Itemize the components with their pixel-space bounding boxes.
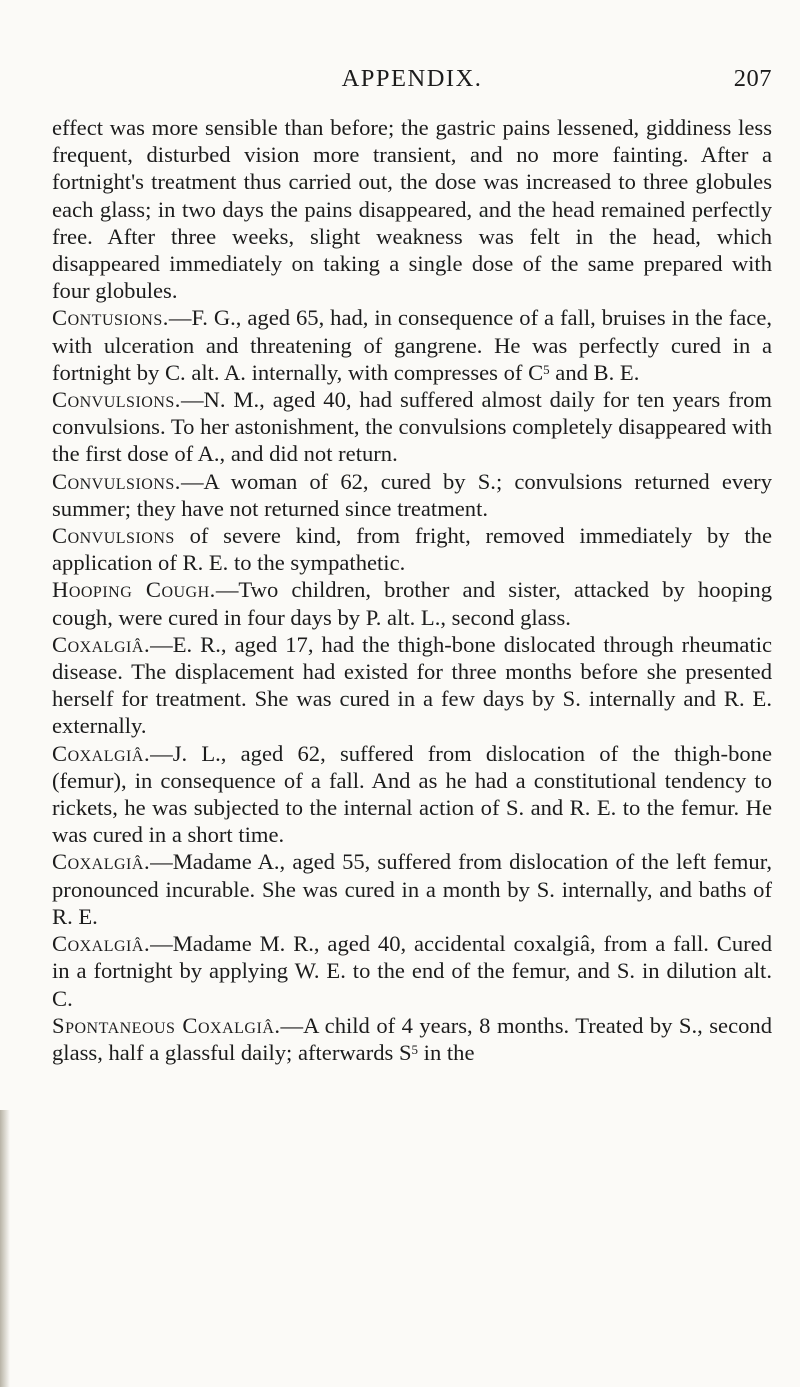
paragraph-text: —J. L., aged 62, suffered from dislocation of the thigh-bone (femur), in consequence of a fall. And as he had a constitutional tendency to rickets, he was subjected to the internal action of S. and R. E. to the femur. He was cured in a short time. (52, 740, 772, 848)
entry-heading: Coxalgiâ. (52, 740, 151, 766)
paragraph-contusions (52, 304, 772, 386)
paragraph-text: —F. G., aged 65, had, in consequence of a fall, bruises in the face, with ulceration and threatening of gangrene. He was perfectly cured in a fortnight by C. alt. A. internally, with compresses of C (52, 305, 772, 385)
paragraph-text-tail: in the (418, 1039, 475, 1065)
running-head: APPENDIX. (341, 65, 483, 92)
paragraph-text: —Madame M. R., aged 40, accidental coxalgiâ, from a fall. Cured in a fortnight by applying W. E. to the end of the femur, and S. in dilution alt. C. (52, 931, 772, 1011)
paragraph-coxalgia-4 (52, 930, 772, 1012)
page-edge-shadow (0, 1110, 10, 1387)
entry-heading: Convulsions. (52, 387, 181, 413)
paragraph-convulsions-1 (52, 386, 772, 468)
paragraph-spontaneous-coxalgia (52, 1012, 772, 1066)
entry-heading: Coxalgiâ. (52, 631, 151, 657)
paragraph-convulsions-3 (52, 522, 772, 576)
superscript: 5 (543, 361, 550, 377)
entry-heading: Contusions. (52, 305, 169, 331)
entry-heading: Convulsions (52, 523, 175, 549)
paragraph-convulsions-2 (52, 468, 772, 522)
paragraph-hooping-cough (52, 576, 772, 630)
paragraph-text-tail: and B. E. (549, 359, 640, 385)
entry-heading: Hooping Cough. (52, 577, 216, 603)
page-header (52, 62, 772, 96)
entry-heading: Spontaneous Coxalgiâ. (52, 1012, 281, 1038)
entry-heading: Convulsions. (52, 468, 181, 494)
paragraph-continuation (52, 114, 772, 304)
paragraph-text: effect was more sensible than before; the gastric pains lessened, giddiness less frequent, disturbed vision more transient, and no more fainting. After a fortnight's treatment thus carried out, the dose was increased to three globules each glass; in two days the pains disappeared, and the head remained perfectly free. After three weeks, slight weakness was felt in the head, which disappeared immediately on taking a single dose of the same prepared with four globules. (52, 115, 772, 304)
paragraph-coxalgia-2 (52, 740, 772, 849)
paragraph-text: —N. M., aged 40, had suffered almost daily for ten years from convulsions. To her astonishment, the convulsions completely disappeared with the first dose of A., and did not return. (52, 387, 772, 467)
page-number: 207 (733, 65, 772, 92)
paragraph-text: —E. R., aged 17, had the thigh-bone dislocated through rheumatic disease. The displacement had existed for three months before she presented herself for treatment. She was cured in a few days by S. internally and R. E. externally. (52, 631, 772, 739)
paragraph-text: —A woman of 62, cured by S.; convulsions returned every summer; they have not returned since treatment. (52, 468, 772, 521)
body-text (52, 114, 772, 1066)
paragraph-coxalgia-3 (52, 848, 772, 930)
paragraph-text: —Madame A., aged 55, suffered from dislocation of the left femur, pronounced incurable. She was cured in a month by S. internally, and baths of R. E. (52, 849, 772, 929)
entry-heading: Coxalgiâ. (52, 931, 151, 957)
paragraph-text: —Two children, brother and sister, attacked by hooping cough, were cured in four days by P. alt. L., second glass. (52, 577, 772, 630)
superscript: 5 (411, 1041, 419, 1057)
paragraph-text: of severe kind, from fright, removed immediately by the application of R. E. to the sympathetic. (52, 523, 772, 576)
entry-heading: Coxalgiâ. (52, 849, 151, 875)
paragraph-text: —A child of 4 years, 8 months. Treated by S., second glass, half a glassful daily; afterwards S (52, 1012, 773, 1065)
paragraph-coxalgia-1 (52, 631, 772, 740)
